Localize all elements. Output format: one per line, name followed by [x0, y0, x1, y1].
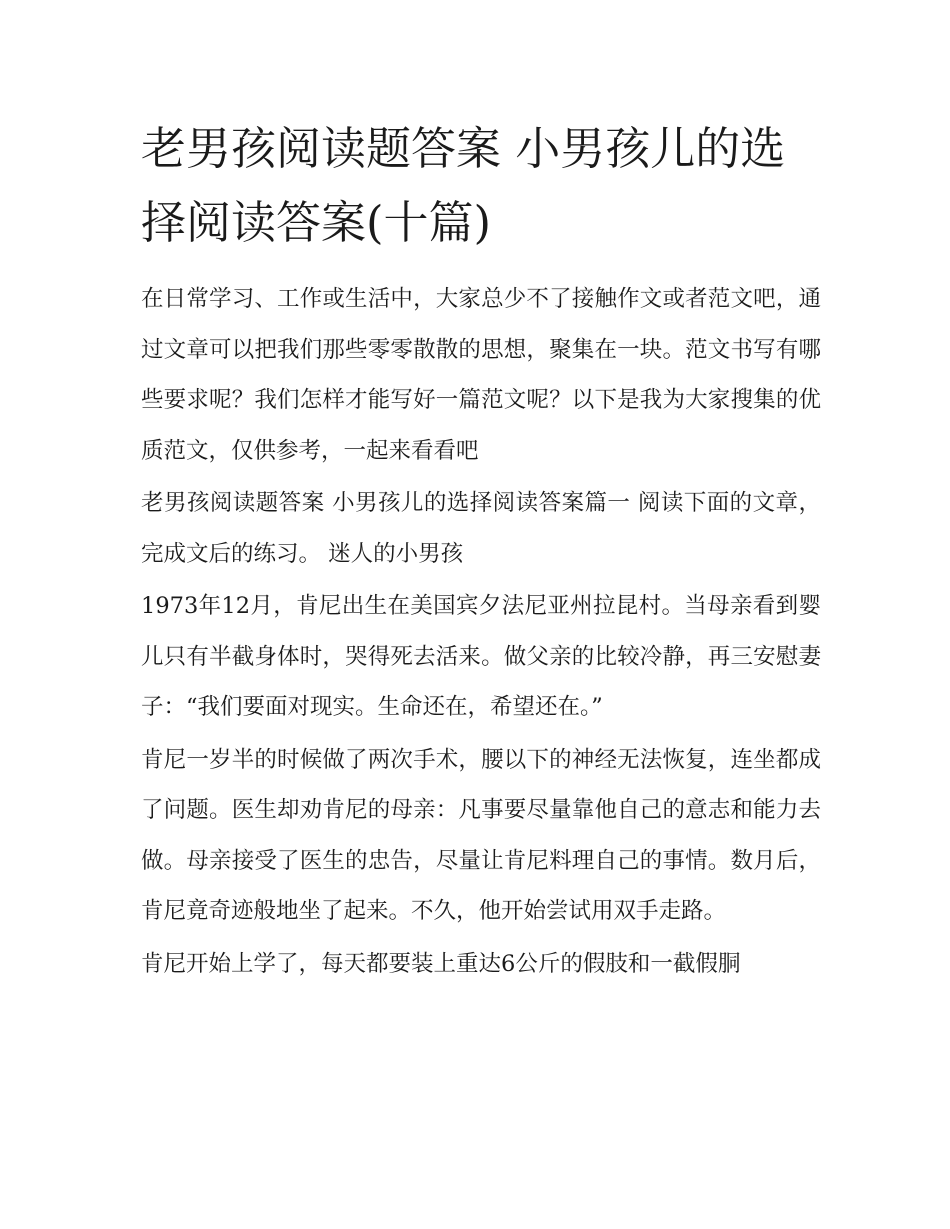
paragraph-surgery: 肯尼一岁半的时候做了两次手术，腰以下的神经无法恢复，连坐都成了问题。医生却劝肯尼的母亲：凡事要尽量靠他自己的意志和能力去做。母亲接受了医生的忠告，尽量让肯尼料理自己的事情。数月后，肯尼竟奇迹般地坐了起来。不久，他开始尝试用双手走路。: [141, 746, 821, 924]
paragraph-school: 肯尼开始上学了，每天都要装上重达6公斤的假肢和一截假胴: [141, 950, 741, 977]
paragraph-section-heading: 老男孩阅读题答案 小男孩儿的选择阅读答案篇一 阅读下面的文章，完成文后的练习。 迷人的小男孩: [141, 490, 821, 567]
document-body: [141, 112, 821, 991]
paragraph-birth: 1973年12月，肯尼出生在美国宾夕法尼亚州拉昆村。当母亲看到婴儿只有半截身体时，哭得死去活来。做父亲的比较冷静，再三安慰妻子：“我们要面对现实。生命还在，希望还在。”: [141, 593, 821, 720]
paragraph-intro: 在日常学习、工作或生活中，大家总少不了接触作文或者范文吧，通过文章可以把我们那些零零散散的思想，聚集在一块。范文书写有哪些要求呢？我们怎样才能写好一篇范文呢？以下是我为大家搜集的优质范文，仅供参考，一起来看看吧: [141, 286, 821, 464]
document-title: 老男孩阅读题答案 小男孩儿的选择阅读答案(十篇): [141, 122, 786, 249]
